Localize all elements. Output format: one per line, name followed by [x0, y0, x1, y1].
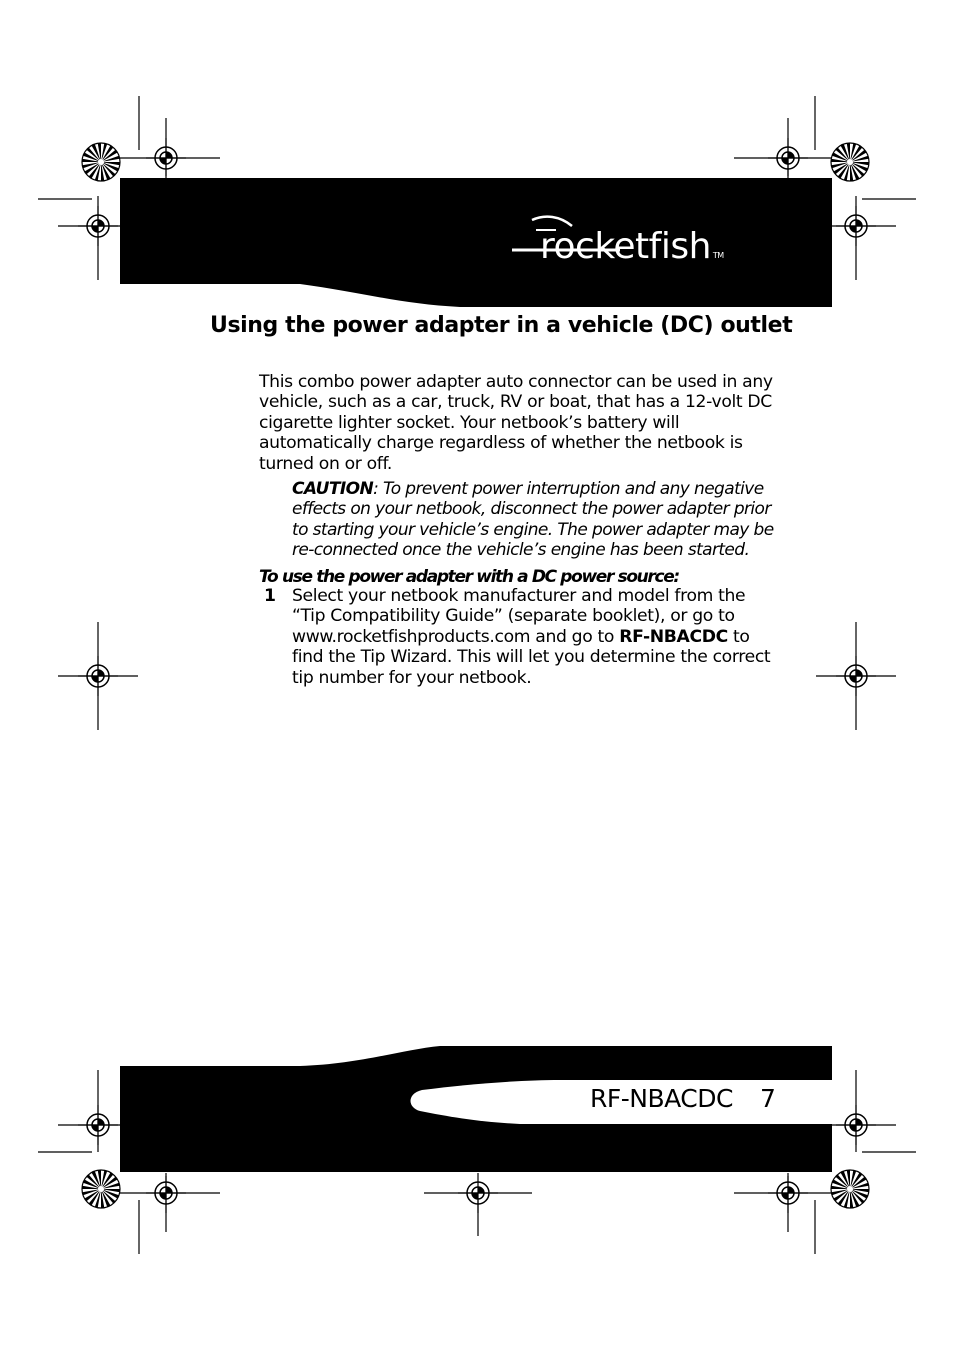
caution-text: : To prevent power interruption and any negative effects on your netbook, disconnect the power adapter prior to starting your vehicle’s engine. The power adapter may be re-connected once the vehicle’s engine has been started.: [292, 479, 774, 561]
star-target-mark: [831, 1170, 869, 1208]
caution-note: [292, 479, 782, 561]
logo-wordmark: rocketfish: [540, 226, 711, 267]
step-text-after: to find the Tip Wizard. This will let you determine the correct tip number for your netbook.: [292, 626, 771, 688]
header-band: [120, 178, 832, 307]
section-heading: Using the power adapter in a vehicle (DC) outlet: [210, 313, 793, 338]
star-target-mark: [82, 1170, 120, 1208]
rocketfish-logo: [540, 226, 724, 267]
trademark-symbol: TM: [712, 251, 724, 260]
step-number: 1: [264, 586, 276, 606]
footer-model-number: RF-NBACDC: [590, 1084, 733, 1113]
model-reference: RF-NBACDC: [619, 626, 728, 647]
step-text-before: Select your netbook manufacturer and model from the “Tip Compatibility Guide” (separate booklet), or go to www.rocketfishproducts.com and go to: [292, 586, 746, 647]
page-number: 7: [760, 1084, 776, 1113]
star-target-mark: [831, 143, 869, 181]
step-text: [292, 586, 782, 688]
intro-paragraph: This combo power adapter auto connector can be used in any vehicle, such as a car, truck, RV or boat, that has a 12-volt DC cigarette lighter socket. Your netbook’s battery will automatically charge regardless of whether the netbook is turned on or off.: [259, 372, 773, 474]
star-target-mark: [82, 143, 120, 181]
procedure-heading: To use the power adapter with a DC power source:: [259, 567, 679, 587]
caution-label: CAUTION: [292, 479, 374, 499]
